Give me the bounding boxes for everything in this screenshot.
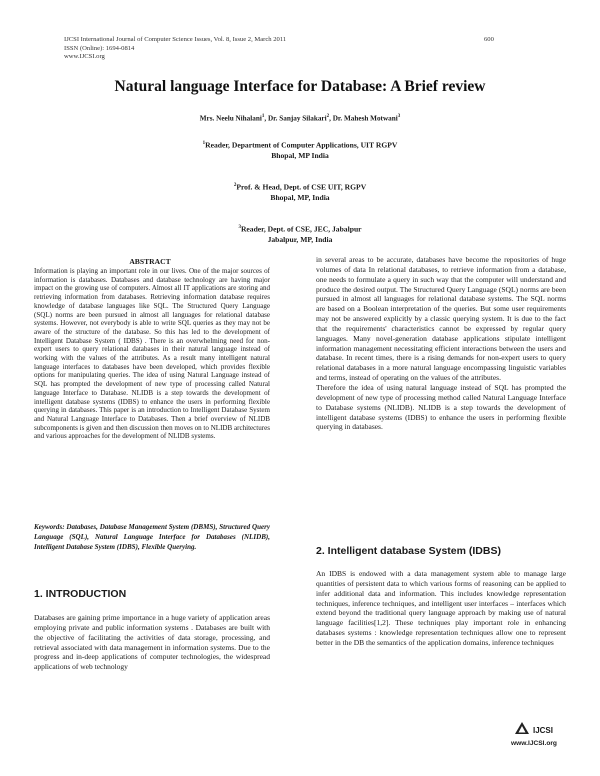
author-2: , Dr. Sanjay Silakari — [264, 114, 327, 123]
journal-url[interactable]: www.IJCSI.org — [64, 53, 105, 61]
ijcsi-logo-name: IJCSI — [532, 725, 553, 735]
intro-body — [34, 613, 270, 672]
affiliation-2-line1: Prof. & Head, Dept. of CSE UIT, RGPV — [236, 182, 367, 192]
affiliation-1-sup: 1 — [202, 141, 206, 146]
journal-name: IJCSI International Journal of Computer Science Issues, Vol. 8, Issue 2, March 2011 — [64, 36, 287, 43]
abstract-text: Information is playing an important role in our lives. One of the major sources of information is databases. Databases and database technology are having major impact on the growing use of computers. Almost all IT applications are storing and retrieving information from databases. Retrieving information database requires knowledge of database languages like SQL. The Structured Query Language (SQL) norms are been pursued in almost all languages for relational database systems. However, not everybody is able to write SQL queries as they may not be aware of the structure of the database. So this has led to the development of Intelligent Database System ( IDBS) . There is an overwhelming need for non-expert users to query relational databases in their natural language instead of working with the values of the attributes. As a result many intelligent natural language interfaces to databases have been developed, which provides flexible options for manipulating queries. The idea of using Natural Language instead of SQL has prompted the development of new type of processing called Natural language Interface to Database. NLIDB is a step towards the development of intelligent database systems (IDBS) to enhance the users in performing flexible querying in databases. This paper is an introduction to Intelligent Database System and Natural Language Interface to Databases. Then a brief overview of NLIDB subcomponents is given and then discussion then moves on to NLIDB architectures and various approaches for the development of NLIDB systems. — [34, 267, 270, 441]
author-3: , Dr. Mahesh Motwani — [329, 114, 398, 123]
issn: ISSN (Online): 1694-0814 — [64, 44, 135, 52]
affiliation-3-line2: Jabalpur, MP, India — [267, 235, 333, 245]
section-2-body — [316, 569, 566, 648]
section-2-heading: 2. Intelligent database System (IDBS) — [316, 545, 501, 557]
abstract-heading: ABSTRACT — [129, 257, 171, 266]
author-list — [0, 114, 600, 122]
author-3-sup: 3 — [397, 114, 401, 119]
ijcsi-logo-url[interactable]: www.IJCSI.org — [511, 740, 557, 748]
ijcsi-logo — [506, 721, 562, 747]
affiliation-2-line2: Bhopal, MP, India — [270, 193, 330, 203]
journal-header — [64, 36, 286, 62]
keywords-text: Keywords: Databases, Database Management System (DBMS), Structured Query Language (SQL), Natural Language Interface for Databases (NLIDB), Intelligent Database System (IDBS), Flexible Querying. — [34, 523, 270, 552]
affiliation-3-sup: 3 — [238, 225, 241, 230]
right-column-body — [316, 255, 566, 432]
affiliation-3 — [0, 223, 600, 246]
affiliation-1-line2: Bhopal, MP India — [271, 151, 329, 161]
section-2-text: An IDBS is endowed with a data management system able to manage large quantities of persistent data to which various forms of reasoning can be applied to infer additional data and information. This includes knowledge representation techniques, inference techniques, and intelligent user interfaces – interfaces which extend beyond the traditional query language approach by making use of natural language facilities[1,2]. These techniques play important role in enhancing databases systems : knowledge representation techniques allow one to represent better in the DB the semantics of the application domains, inference techniques — [316, 569, 566, 647]
keywords — [34, 522, 270, 553]
abstract-body — [34, 267, 270, 441]
right-paragraph-2: Therefore the idea of using natural language instead of SQL has prompted the development of new type of processing method called Natural Language Interface to Database systems (NLIDB). NLIDB is a step towards the development of intelligent database systems (IDBS) to enhance the users in performing flexible querying in databases. — [316, 382, 566, 432]
intro-heading: 1. INTRODUCTION — [34, 588, 127, 600]
affiliation-1 — [0, 139, 600, 162]
paper-title: Natural language Interface for Database: A Brief review — [114, 78, 486, 95]
page-number: 600 — [484, 36, 494, 43]
affiliation-1-line1: Reader, Department of Computer Applications, UIT RGPV — [205, 140, 398, 150]
author-1: Mrs. Neelu Nihalani — [199, 114, 262, 123]
ijcsi-logo-icon — [515, 721, 529, 739]
affiliation-3-line1: Reader, Dept. of CSE, JEC, Jabalpur — [240, 224, 362, 234]
intro-text: Databases are gaining prime importance in a huge variety of application areas employing private and public information systems . Databases are built with the objective of facilitating the activities of data storage, processing, and retrieval associated with data management in information systems. Due to the progress and in-deep applications of computer technologies, the widespread applications of web technology — [34, 613, 270, 672]
affiliation-2-sup: 2 — [233, 183, 237, 188]
author-2-sup: 2 — [326, 114, 330, 119]
affiliation-2 — [0, 181, 600, 204]
author-1-sup: 1 — [261, 114, 265, 119]
right-paragraph-1: in several areas to be accurate, databases have become the repositories of huge volumes of data In relational databases, to retrieve information from a database, one needs to formulate a query in such way that the computer will understand and produce the desired output. The Structured Query Language (SQL) norms are been pursued in almost all languages for relational database systems. The SQL norms are based on a Boolean interpretation of the queries. But some user requirements may not be answered explicitly by a classic querying system. It is due to the fact that the requirements' characteristics cannot be expressed by regular query languages. Many novel-generation database applications stipulate intelligent information management necessitating efficient interactions between the users and database. In recent times, there is a rising demands for non-expert users to query relational databases in a more natural language encompassing linguistic variables and terms, instead of operating on the values of the attributes. — [316, 255, 566, 383]
